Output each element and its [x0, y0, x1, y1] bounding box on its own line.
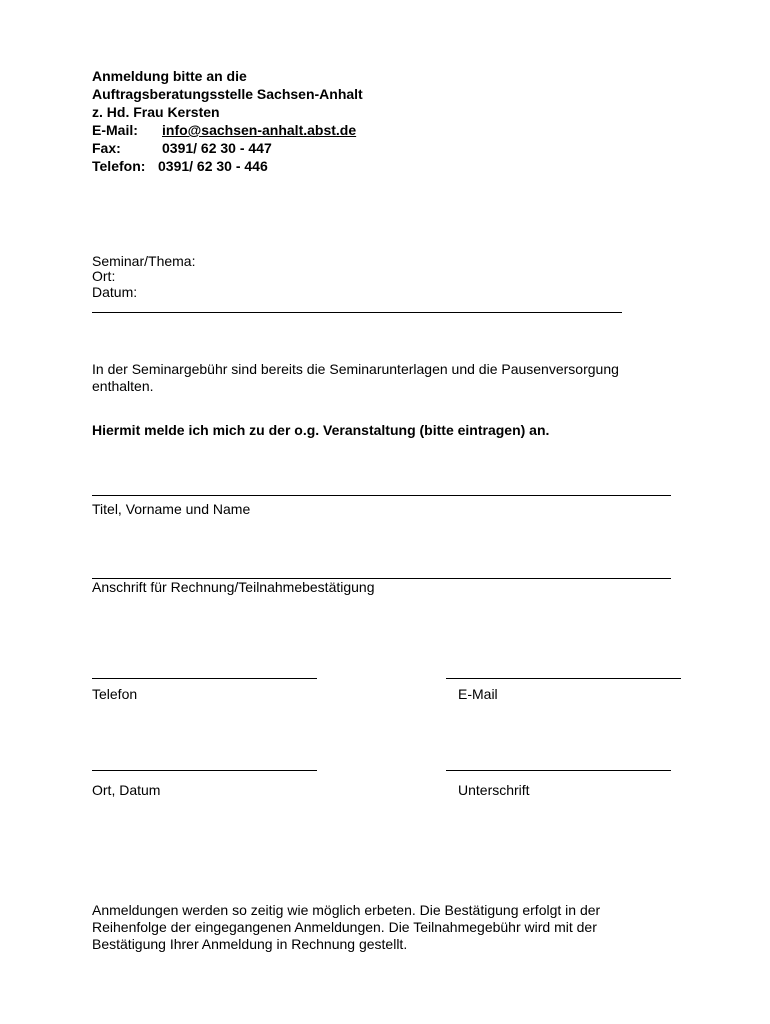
signature-field-label: Unterschrift: [458, 782, 530, 798]
email-row: [92, 122, 356, 139]
fax-label: Fax:: [92, 140, 121, 156]
email-link[interactable]: info@sachsen-anhalt.abst.de: [162, 122, 357, 138]
seminar-divider: [92, 312, 622, 313]
recipient-line-1: Anmeldung bitte an die: [92, 68, 247, 84]
recipient-organization: Auftragsberatungsstelle Sachsen-Anhalt: [92, 86, 363, 102]
fax-row: [92, 140, 272, 157]
fax-value: 0391/ 62 30 - 447: [162, 140, 272, 156]
seminar-place-label: Ort:: [92, 268, 116, 284]
registration-statement: Hiermit melde ich mich zu der o.g. Veranstaltung (bitte eintragen) an.: [92, 422, 550, 438]
footer-paragraph: Anmeldungen werden so zeitig wie möglich erbeten. Die Bestätigung erfolgt in der Reihenfolge der eingegangenen Anmeldungen. Die Teilnahmegebühr wird mit der Bestätigung Ihrer Anmeldung in Rechnung gestellt.: [92, 902, 601, 952]
phone-line[interactable]: [92, 678, 317, 679]
address-field-label: Anschrift für Rechnung/Teilnahmebestätigung: [92, 579, 375, 595]
name-field-label: Titel, Vorname und Name: [92, 501, 251, 517]
place-date-field-label: Ort, Datum: [92, 782, 161, 798]
name-line[interactable]: [92, 495, 671, 496]
phone-value: 0391/ 62 30 - 446: [158, 158, 268, 174]
signature-line[interactable]: [446, 770, 671, 771]
email-field-label: E-Mail: [458, 686, 498, 702]
phone-field-label: Telefon: [92, 686, 138, 702]
place-date-line[interactable]: [92, 770, 317, 771]
seminar-topic-label: Seminar/Thema:: [92, 253, 196, 269]
phone-row: [92, 158, 268, 175]
email-label: E-Mail:: [92, 122, 138, 138]
info-paragraph: In der Seminargebühr sind bereits die Seminarunterlagen und die Pausenversorgung enthalten.: [92, 361, 619, 394]
phone-label: Telefon:: [92, 158, 146, 174]
email-line[interactable]: [446, 678, 681, 679]
seminar-date-label: Datum:: [92, 284, 138, 300]
recipient-attention: z. Hd. Frau Kersten: [92, 104, 220, 120]
